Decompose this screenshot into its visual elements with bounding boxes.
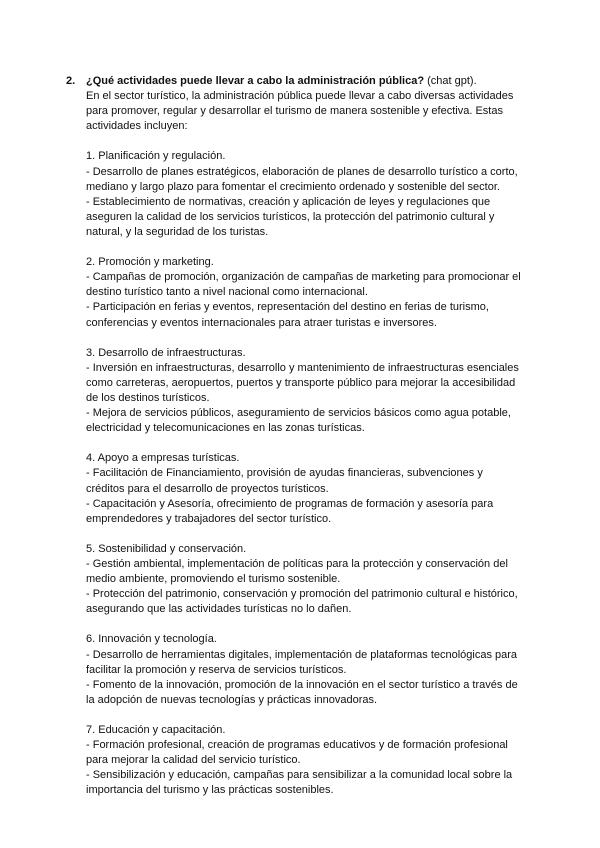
question-title: ¿Qué actividades puede llevar a cabo la administración pública?: [86, 75, 425, 87]
section-line: facilitar la promoción y reserva de servicios turísticos.: [86, 663, 347, 676]
section-5: [86, 542, 526, 617]
question-number: 2.: [66, 75, 76, 87]
section-heading: 4. Apoyo a empresas turísticas.: [86, 452, 240, 465]
intro-line: En el sector turístico, la administración pública puede llevar a cabo diversas actividades: [86, 90, 514, 103]
section-line: electricidad y telecomunicaciones en las zonas turísticas.: [86, 422, 365, 435]
section-line: la adopción de nuevas tecnologías y prácticas innovadoras.: [86, 693, 378, 706]
section-line: - Campañas de promoción, organización de campañas de marketing para promocionar el: [86, 271, 521, 284]
section-line: conferencias y eventos internacionales para atraer turistas e inversores.: [86, 316, 437, 329]
section-spacer: [86, 436, 526, 451]
section-line: - Facilitación de Financiamiento, provisión de ayudas financieras, subvenciones y: [86, 467, 483, 480]
document-body: [86, 74, 526, 799]
section-line: destino turístico tanto a nivel nacional como internacional.: [86, 286, 368, 299]
question-source: (chat gpt).: [427, 75, 477, 87]
section-heading: 7. Educación y capacitación.: [86, 724, 226, 737]
section-spacer: [86, 708, 526, 723]
section-line: de los destinos turísticos.: [86, 391, 210, 404]
section-line: - Establecimiento de normativas, creación y aplicación de leyes y regulaciones que: [86, 195, 491, 208]
section-line: importancia del turismo y las prácticas sostenibles.: [86, 784, 334, 797]
section-line: - Mejora de servicios públicos, aseguramiento de servicios básicos como agua potable,: [86, 407, 511, 420]
section-spacer: [86, 617, 526, 632]
section-line: natural, y la seguridad de los turistas.: [86, 225, 269, 238]
section-line: - Formación profesional, creación de programas educativos y de formación profesional: [86, 739, 508, 752]
section-7: [86, 723, 526, 798]
section-spacer: [86, 331, 526, 346]
section-2: [86, 255, 526, 330]
section-line: créditos para el desarrollo de proyectos turísticos.: [86, 482, 329, 495]
section-line: - Desarrollo de planes estratégicos, elaboración de planes de desarrollo turístico a corto,: [86, 165, 518, 178]
section-line: aseguren la calidad de los servicios turísticos, la protección del patrimonio cultural y: [86, 210, 495, 223]
section-line: como carreteras, aeropuertos, puertos y transporte público para mejorar la accesibilidad: [86, 376, 516, 389]
section-3: [86, 346, 526, 437]
section-heading: 3. Desarrollo de infraestructuras.: [86, 346, 246, 359]
intro-line: actividades incluyen:: [86, 120, 188, 133]
section-heading: 6. Innovación y tecnología.: [86, 633, 217, 646]
section-line: asegurando que las actividades turísticas no lo dañen.: [86, 603, 352, 616]
section-line: - Capacitación y Asesoría, ofrecimiento de programas de formación y asesoría para: [86, 497, 494, 510]
section-line: mediano y largo plazo para fomentar el crecimiento ordenado y sostenible del sector.: [86, 180, 500, 193]
question-line: [86, 74, 526, 89]
section-line: - Gestión ambiental, implementación de políticas para la protección y conservación del: [86, 558, 508, 570]
section-4: [86, 451, 526, 526]
section-line: - Desarrollo de herramientas digitales, implementación de plataformas tecnológicas para: [86, 648, 518, 661]
section-line: medio ambiente, promoviendo el turismo sostenible.: [86, 573, 341, 586]
section-line: - Fomento de la innovación, promoción de la innovación en el sector turístico a través de: [86, 678, 518, 691]
section-spacer: [86, 527, 526, 542]
section-heading: 2. Promoción y marketing.: [86, 256, 214, 269]
section-spacer: [86, 134, 526, 149]
section-line: - Protección del patrimonio, conservación y promoción del patrimonio cultural e histórico,: [86, 588, 518, 601]
section-heading: 1. Planificación y regulación.: [86, 150, 226, 163]
section-line: - Participación en ferias y eventos, representación del destino en ferias de turismo,: [86, 301, 489, 314]
section-line: emprendedores y trabajadores del sector turístico.: [86, 512, 332, 525]
section-spacer: [86, 240, 526, 255]
intro-line: para promover, regular y desarrollar el turismo de manera sostenible y efectiva. Estas: [86, 105, 503, 118]
section-6: [86, 632, 526, 707]
section-1: [86, 149, 526, 240]
section-line: para mejorar la calidad del servicio turístico.: [86, 754, 301, 767]
section-line: - Sensibilización y educación, campañas para sensibilizar a la comunidad local sobre la: [86, 769, 513, 782]
intro-paragraph: [86, 89, 526, 134]
section-line: - Inversión en infraestructuras, desarrollo y mantenimiento de infraestructuras esenciales: [86, 361, 519, 374]
section-heading: 5. Sostenibilidad y conservación.: [86, 542, 247, 555]
sections-container: [86, 134, 526, 798]
